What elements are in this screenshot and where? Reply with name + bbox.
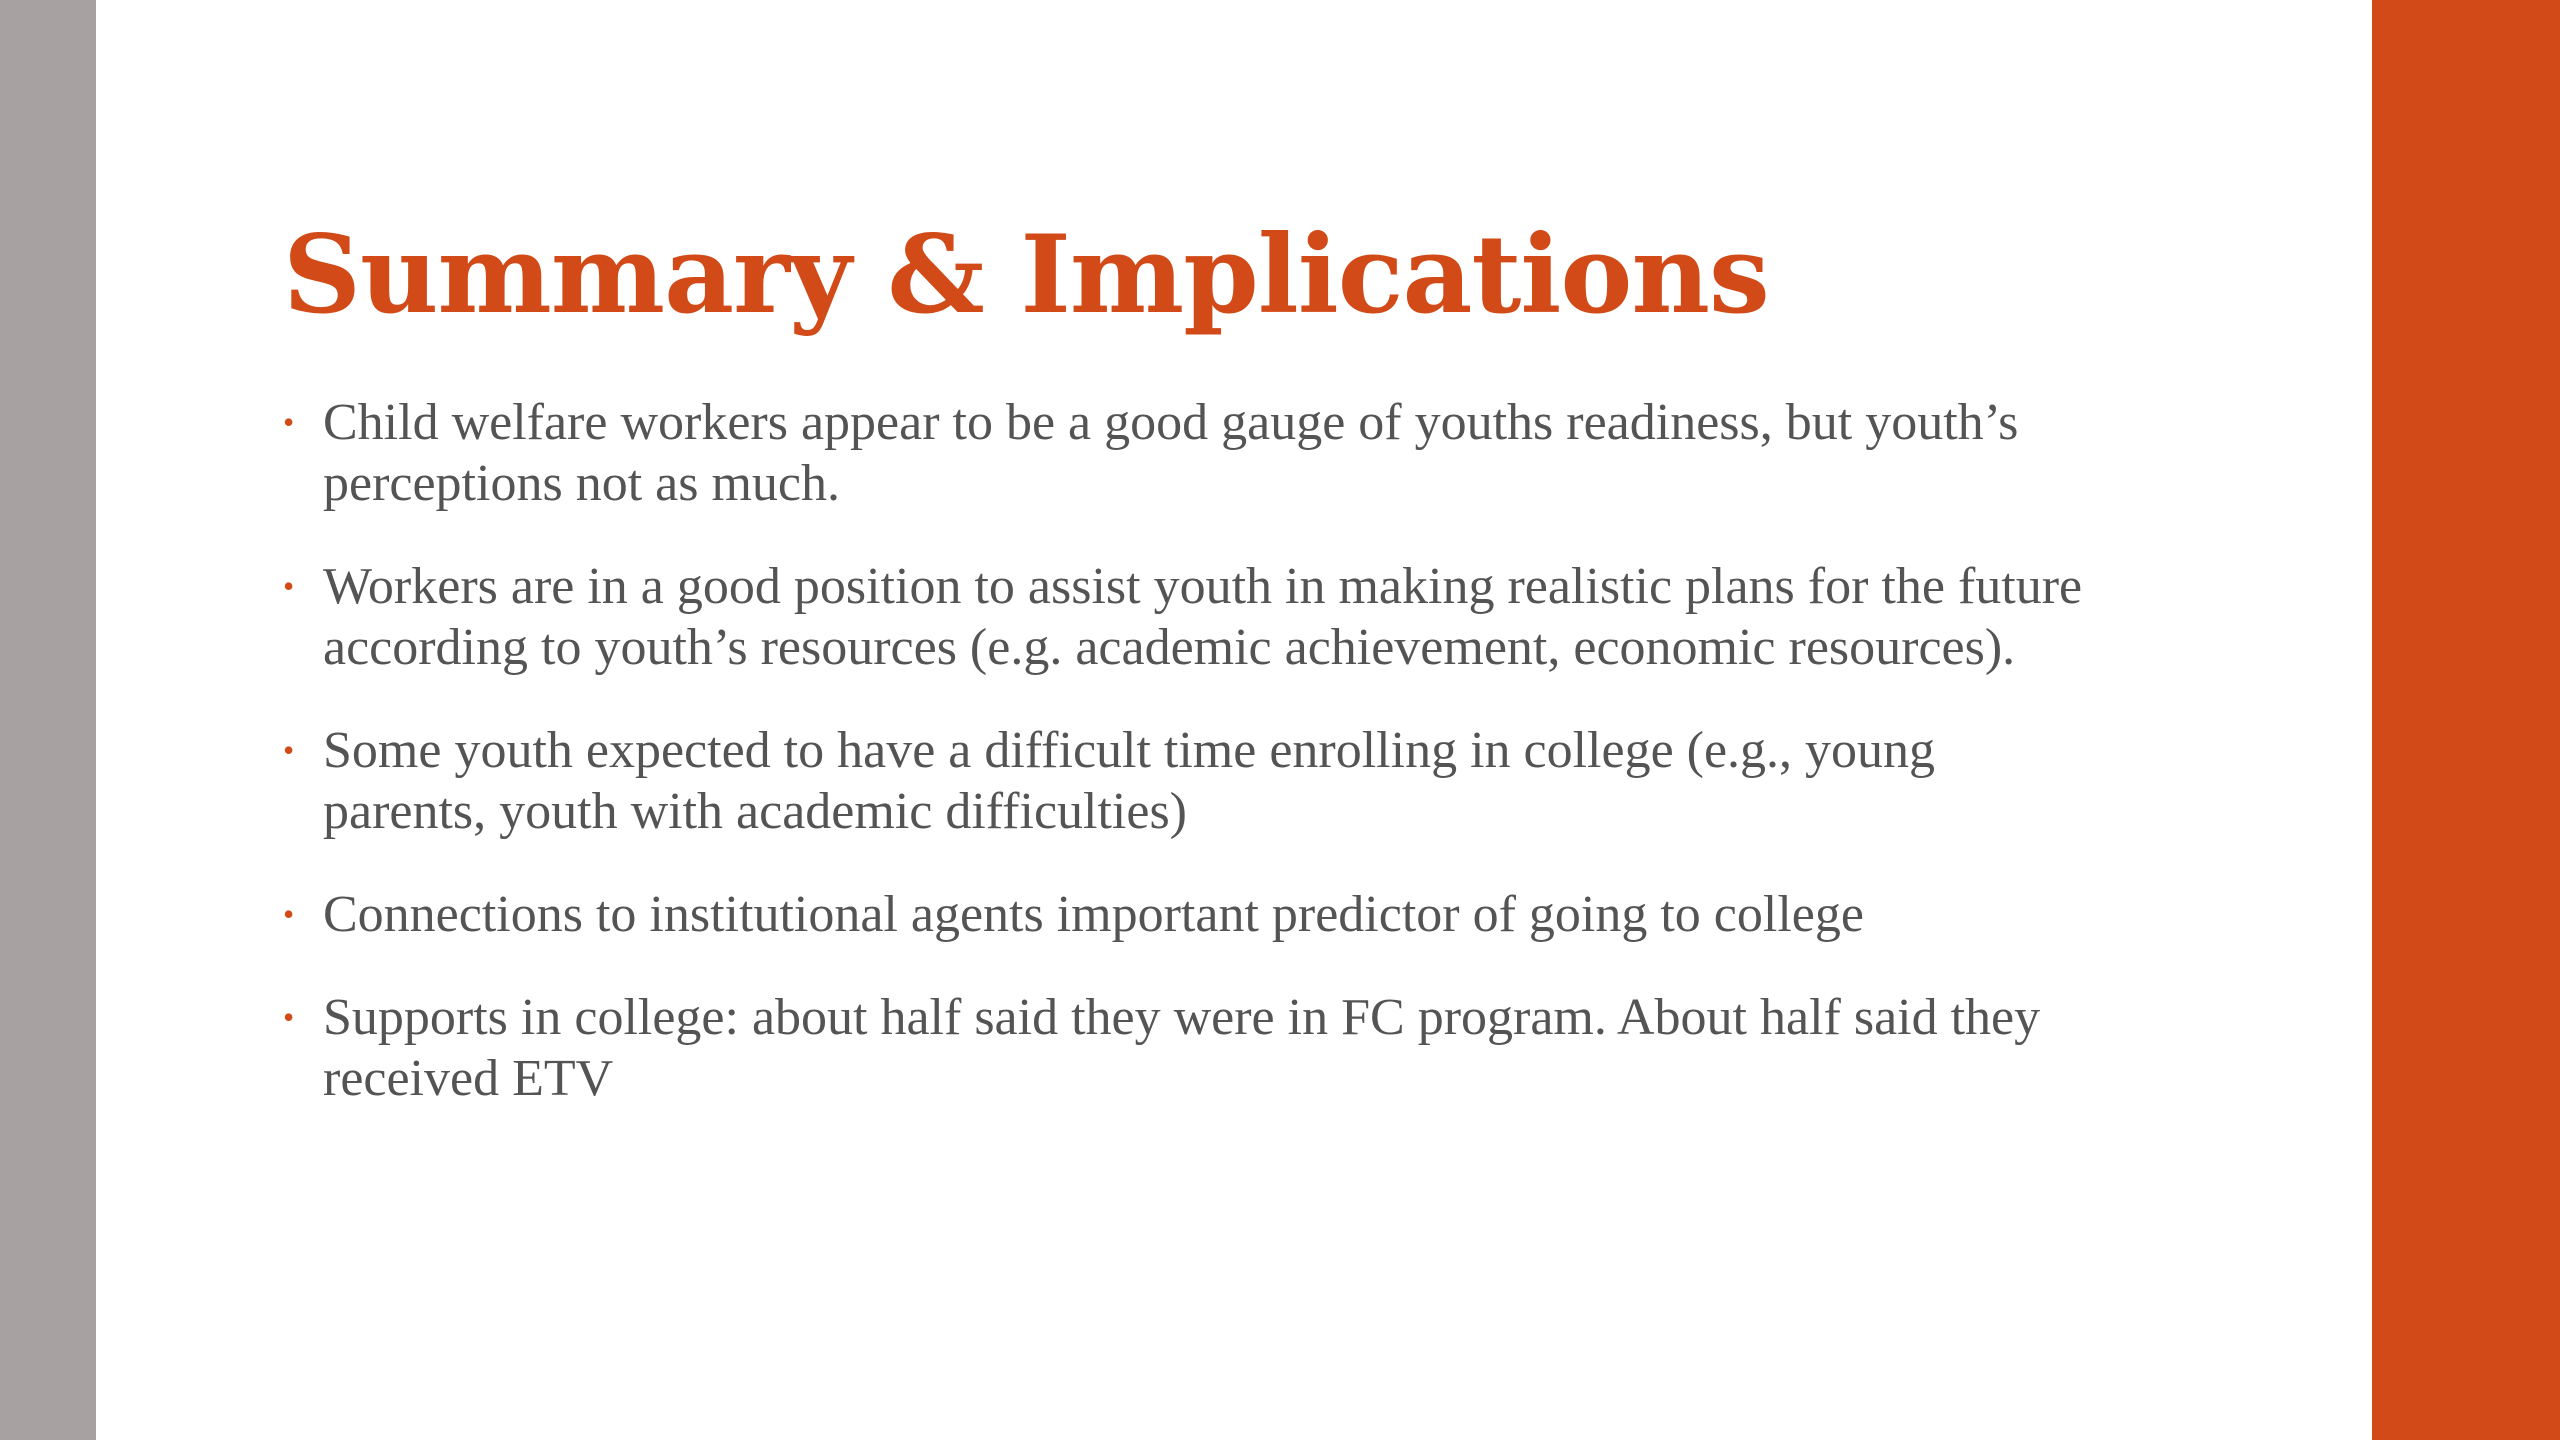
bullet-item (283, 987, 2103, 1109)
bullet-icon: • (283, 568, 295, 604)
bullet-text: Child welfare workers appear to be a good gauge of youths readiness, but youth’s perceptions not as much. (323, 394, 2019, 512)
slide-title: Summary & Implications (283, 212, 1769, 338)
bullet-text: Supports in college: about half said they were in FC program. About half said they received ETV (323, 989, 2041, 1107)
bullet-item (283, 392, 2103, 514)
bullet-icon: • (283, 732, 295, 768)
bullet-item (283, 720, 2103, 842)
right-accent-bar (2372, 0, 2560, 1440)
bullet-list (283, 392, 2103, 1151)
bullet-text: Connections to institutional agents important predictor of going to college (323, 886, 1864, 943)
left-decorative-bar (0, 0, 96, 1440)
bullet-text: Workers are in a good position to assist youth in making realistic plans for the future according to youth’s resources (e.g. academic achievement, economic resources). (323, 558, 2083, 676)
bullet-text: Some youth expected to have a difficult time enrolling in college (e.g., young parents, youth with academic difficulties) (323, 722, 1936, 840)
bullet-icon: • (283, 404, 295, 440)
bullet-item (283, 884, 2103, 945)
bullet-item (283, 556, 2103, 678)
bullet-icon: • (283, 896, 295, 932)
bullet-icon: • (283, 999, 295, 1035)
